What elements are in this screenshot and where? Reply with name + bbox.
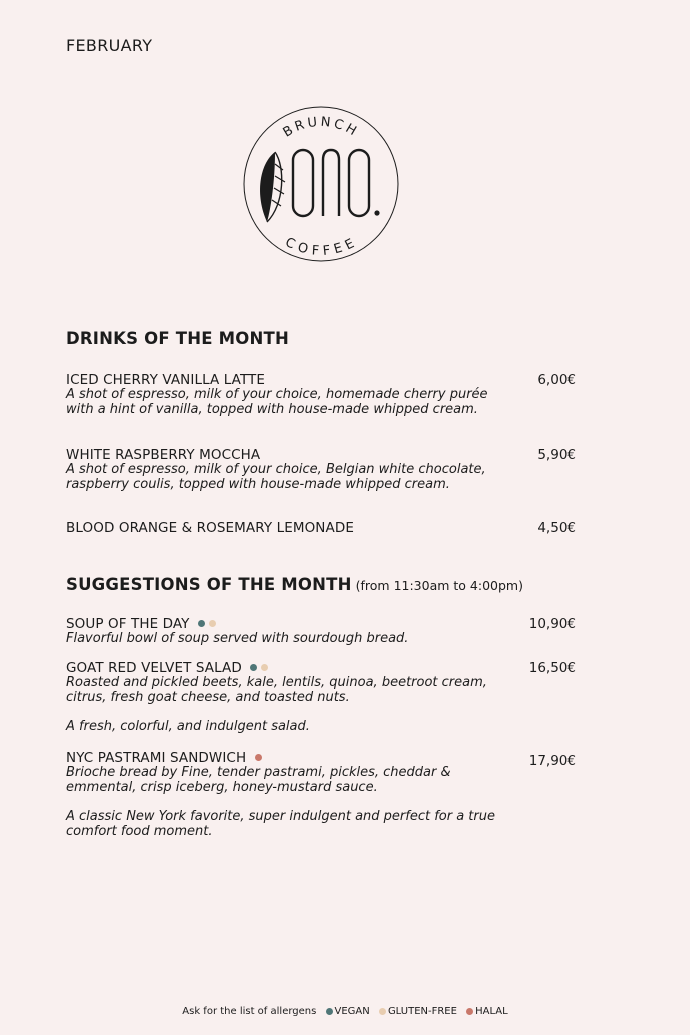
month-label: FEBRUARY xyxy=(66,36,153,55)
menu-item-lemonade xyxy=(66,521,576,536)
item-name: GOAT RED VELVET SALAD xyxy=(66,660,242,676)
item-note: A fresh, colorful, and indulgent salad. xyxy=(66,719,310,735)
item-price: 5,90€ xyxy=(537,447,576,463)
menu-item-goat-salad xyxy=(66,661,576,735)
menu-item-iced-cherry xyxy=(66,373,576,417)
brand-dot xyxy=(374,210,379,215)
allergen-note: Ask for the list of allergens xyxy=(182,1006,317,1017)
item-name: NYC PASTRAMI SANDWICH xyxy=(66,750,247,766)
item-description: Roasted and pickled beets, kale, lentils, quinoa, beetroot cream, citrus, fresh goat cheese, and toasted nuts. xyxy=(66,675,487,705)
halal-dot-icon xyxy=(255,754,262,761)
legend-gluten-free: GLUTEN-FREE xyxy=(387,1006,457,1017)
logo-bottom-text: COFFEE xyxy=(282,234,360,259)
suggestions-hours: (from 11:30am to 4:00pm) xyxy=(355,578,523,593)
gluten-free-dot-icon xyxy=(379,1008,386,1015)
gluten-free-dot-icon xyxy=(261,664,268,671)
item-description: A shot of espresso, milk of your choice, Belgian white chocolate, raspberry coulis, topped with house-made whipped cream. xyxy=(66,462,486,492)
legend-halal: HALAL xyxy=(475,1006,508,1017)
leaf-icon xyxy=(260,152,285,222)
item-note: A classic New York favorite, super indulgent and perfect for a true comfort food moment. xyxy=(66,809,495,839)
item-description: Brioche bread by Fine, tender pastrami, pickles, cheddar & emmental, crisp iceberg, honey-mustard sauce. xyxy=(66,765,451,795)
menu-item-pastrami xyxy=(66,751,576,839)
brand-wordmark xyxy=(293,150,369,216)
brand-logo xyxy=(241,104,401,264)
drinks-section-title: DRINKS OF THE MONTH xyxy=(66,329,290,348)
vegan-dot-icon xyxy=(198,620,205,627)
item-name: WHITE RASPBERRY MOCCHA xyxy=(66,447,261,463)
vegan-dot-icon xyxy=(326,1008,333,1015)
halal-dot-icon xyxy=(466,1008,473,1015)
gluten-free-dot-icon xyxy=(209,620,216,627)
menu-item-soup xyxy=(66,617,576,647)
item-price: 10,90€ xyxy=(528,616,576,632)
suggestions-section-title: SUGGESTIONS OF THE MONTH (from 11:30am to 4:00pm) xyxy=(66,575,523,594)
vegan-dot-icon xyxy=(250,664,257,671)
menu-item-white-raspberry xyxy=(66,448,576,492)
item-name: ICED CHERRY VANILLA LATTE xyxy=(66,372,266,388)
item-description: Flavorful bowl of soup served with sourdough bread. xyxy=(66,631,409,646)
item-price: 17,90€ xyxy=(528,753,576,769)
item-name: SOUP OF THE DAY xyxy=(66,616,190,632)
allergen-legend xyxy=(0,1006,690,1018)
item-price: 4,50€ xyxy=(537,520,576,536)
item-price: 6,00€ xyxy=(537,372,576,388)
legend-vegan: VEGAN xyxy=(334,1006,370,1017)
item-name: BLOOD ORANGE & ROSEMARY LEMONADE xyxy=(66,520,354,536)
logo-top-text: BRUNCH xyxy=(280,114,362,141)
item-price: 16,50€ xyxy=(528,660,576,676)
item-description: A shot of espresso, milk of your choice, homemade cherry purée with a hint of vanilla, topped with house-made whipped cream. xyxy=(66,387,488,417)
